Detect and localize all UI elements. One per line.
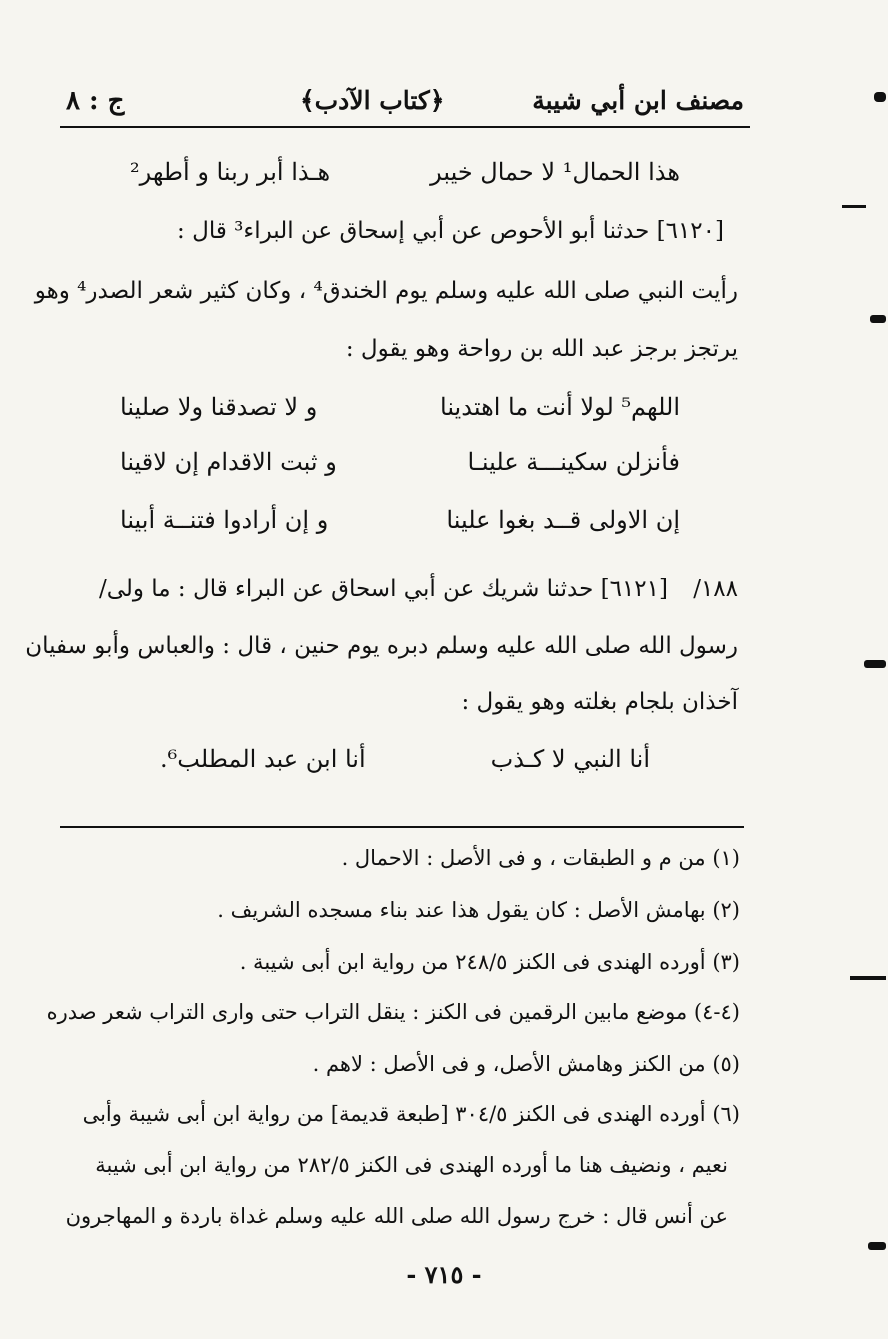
verse-hemistich-right: اللهم⁵ لولا أنت ما اهتدينا bbox=[440, 393, 680, 421]
scan-mark bbox=[868, 1242, 886, 1250]
footnote: (١) من م و الطبقات ، و فى الأصل : الاحمال . bbox=[341, 846, 740, 870]
hadith-line: رأيت النبي صلى الله عليه وسلم يوم الخندق⁴ ، وكان كثير شعر الصدر⁴ وهو bbox=[34, 278, 738, 304]
verse-line bbox=[120, 448, 680, 488]
hadith-line: يرتجز برجز عبد الله بن رواحة وهو يقول : bbox=[345, 336, 738, 362]
running-header bbox=[64, 82, 744, 126]
scan-mark bbox=[864, 660, 886, 668]
verse-line bbox=[120, 506, 680, 546]
footnote: نعيم ، ونضيف هنا ما أورده الهندى فى الكنز ٢٨٢/٥ من رواية ابن أبى شيبة bbox=[95, 1153, 728, 1177]
verse-hemistich-left: و ثبت الاقدام إن لاقينا bbox=[120, 448, 337, 476]
verse-hemistich-right: فأنزلن سكينـــة علينـا bbox=[467, 448, 680, 476]
verse-hemistich-right: إن الاولى قــد بغوا علينا bbox=[446, 506, 680, 534]
verse-line bbox=[130, 158, 680, 198]
footnote: (٢) بهامش الأصل : كان يقول هذا عند بناء مسجده الشريف . bbox=[217, 898, 740, 922]
scan-mark bbox=[842, 205, 866, 208]
hadith-line: آخذان بلجام بغلته وهو يقول : bbox=[461, 689, 738, 715]
page-number: - ٧١٥ - bbox=[406, 1260, 482, 1289]
verse-hemistich-left: و لا تصدقنا ولا صلينا bbox=[120, 393, 318, 421]
book-title: مصنف ابن أبي شيبة bbox=[532, 86, 744, 115]
footnote: (٤-٤) موضع مابين الرقمين فى الكنز : ينقل التراب حتى وارى التراب شعر صدره bbox=[46, 1000, 740, 1024]
scan-mark bbox=[870, 315, 886, 323]
hadith-line: رسول الله صلى الله عليه وسلم دبره يوم حنين ، قال : والعباس وأبو سفيان bbox=[25, 633, 738, 659]
verse-line bbox=[120, 393, 680, 433]
verse-hemistich-left: هـذا أبر ربنا و أطهر² bbox=[130, 158, 331, 186]
volume-number: ج : ٨ bbox=[66, 86, 125, 116]
verse-hemistich-left: و إن أرادوا فتنــة أبينا bbox=[120, 506, 329, 534]
verse-hemistich-left: أنا ابن عبد المطلب⁶. bbox=[160, 745, 366, 773]
hadith-line: [٦١٢٠] حدثنا أبو الأحوص عن أبي إسحاق عن البراء³ قال : bbox=[177, 218, 724, 244]
scan-mark bbox=[850, 976, 886, 980]
footnote: (٣) أورده الهندى فى الكنز ٢٤٨/٥ من رواية ابن أبى شيبة . bbox=[239, 950, 740, 974]
verse-hemistich-right: هذا الحمال¹ لا حمال خيبر bbox=[430, 158, 680, 186]
footnote: (٦) أورده الهندى فى الكنز ٣٠٤/٥ [طبعة قديمة] من رواية ابن أبى شيبة وأبى bbox=[82, 1102, 740, 1126]
header-rule bbox=[60, 126, 750, 128]
footnote-rule bbox=[60, 826, 744, 828]
chapter-title: ﴿كتاب الآدب﴾ bbox=[300, 86, 445, 115]
footnote: (٥) من الكنز وهامش الأصل، و فى الأصل : لاهم . bbox=[312, 1052, 740, 1076]
verse-line bbox=[160, 745, 650, 785]
verse-hemistich-right: أنا النبي لا كـذب bbox=[490, 745, 650, 773]
scan-mark bbox=[874, 92, 886, 102]
hadith-line: [٦١٢١] حدثنا شريك عن أبي اسحاق عن البراء قال : ما ولى/ bbox=[98, 576, 668, 602]
footnote: عن أنس قال : خرج رسول الله صلى الله عليه وسلم غداة باردة و المهاجرون bbox=[65, 1204, 728, 1228]
margin-reference: ١٨٨/ bbox=[693, 576, 738, 602]
